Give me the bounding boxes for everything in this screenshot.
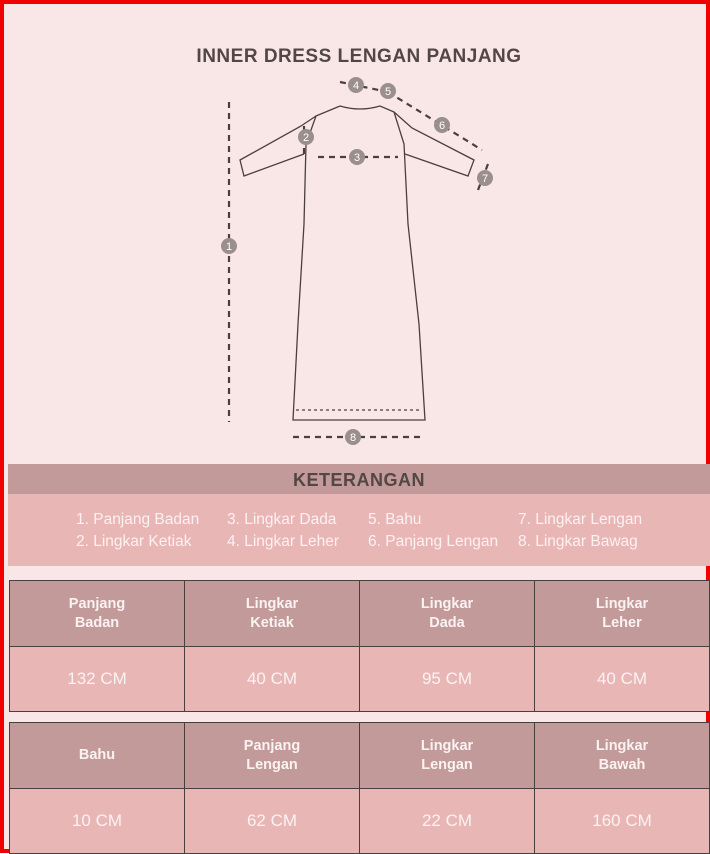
legend-item: 6. Panjang Lengan: [368, 533, 499, 550]
table-header-cell: Lingkar Dada: [360, 581, 535, 647]
table-value-cell: 40 CM: [185, 647, 360, 712]
table-value-cell: 22 CM: [360, 789, 535, 854]
table-header-row: [10, 581, 710, 647]
marker-5-label: 5: [384, 86, 392, 98]
table-header-cell: Panjang Lengan: [185, 723, 360, 789]
size-table-1: [9, 580, 710, 712]
table-value-cell: 95 CM: [360, 647, 535, 712]
legend-item: 2. Lingkar Ketiak: [76, 533, 192, 550]
dress-diagram: [4, 4, 710, 464]
size-table-2: [9, 722, 710, 854]
table-value-cell: 132 CM: [10, 647, 185, 712]
table-value-cell: 62 CM: [185, 789, 360, 854]
measurement-lines: [229, 82, 488, 437]
marker-2-label: 2: [302, 132, 310, 144]
marker-1-label: 1: [225, 241, 233, 253]
table-header-cell: Lingkar Bawah: [535, 723, 710, 789]
table-header-row: [10, 723, 710, 789]
page-title: INNER DRESS LENGAN PANJANG: [196, 46, 522, 67]
marker-6: [434, 117, 450, 133]
table-value-row: [10, 647, 710, 712]
table-header-cell: Panjang Badan: [10, 581, 185, 647]
marker-1: [221, 238, 237, 254]
marker-3-label: 3: [353, 152, 361, 164]
table-header-cell: Lingkar Leher: [535, 581, 710, 647]
legend-item: 8. Lingkar Bawag: [518, 533, 638, 550]
marker-3: [349, 149, 365, 165]
marker-5: [380, 83, 396, 99]
marker-4: [348, 77, 364, 93]
table-value-cell: 160 CM: [535, 789, 710, 854]
legend-item: 1. Panjang Badan: [76, 511, 200, 528]
marker-7-label: 7: [481, 173, 489, 185]
table-value-cell: 40 CM: [535, 647, 710, 712]
keterangan-legend: [8, 494, 710, 566]
legend-item: 4. Lingkar Leher: [227, 533, 340, 550]
legend-item: 5. Bahu: [368, 511, 422, 528]
keterangan-heading: KETERANGAN: [8, 464, 710, 494]
marker-7: [477, 170, 493, 186]
marker-4-label: 4: [352, 80, 360, 92]
table-header-cell: Bahu: [10, 723, 185, 789]
table-header-cell: Lingkar Lengan: [360, 723, 535, 789]
marker-8: [345, 429, 361, 445]
table-value-cell: 10 CM: [10, 789, 185, 854]
table-value-row: [10, 789, 710, 854]
marker-8-label: 8: [349, 432, 357, 444]
legend-item: 7. Lingkar Lengan: [518, 511, 643, 528]
marker-2: [298, 129, 314, 145]
legend-item: 3. Lingkar Dada: [227, 511, 337, 528]
marker-6-label: 6: [438, 120, 446, 132]
table-header-cell: Lingkar Ketiak: [185, 581, 360, 647]
